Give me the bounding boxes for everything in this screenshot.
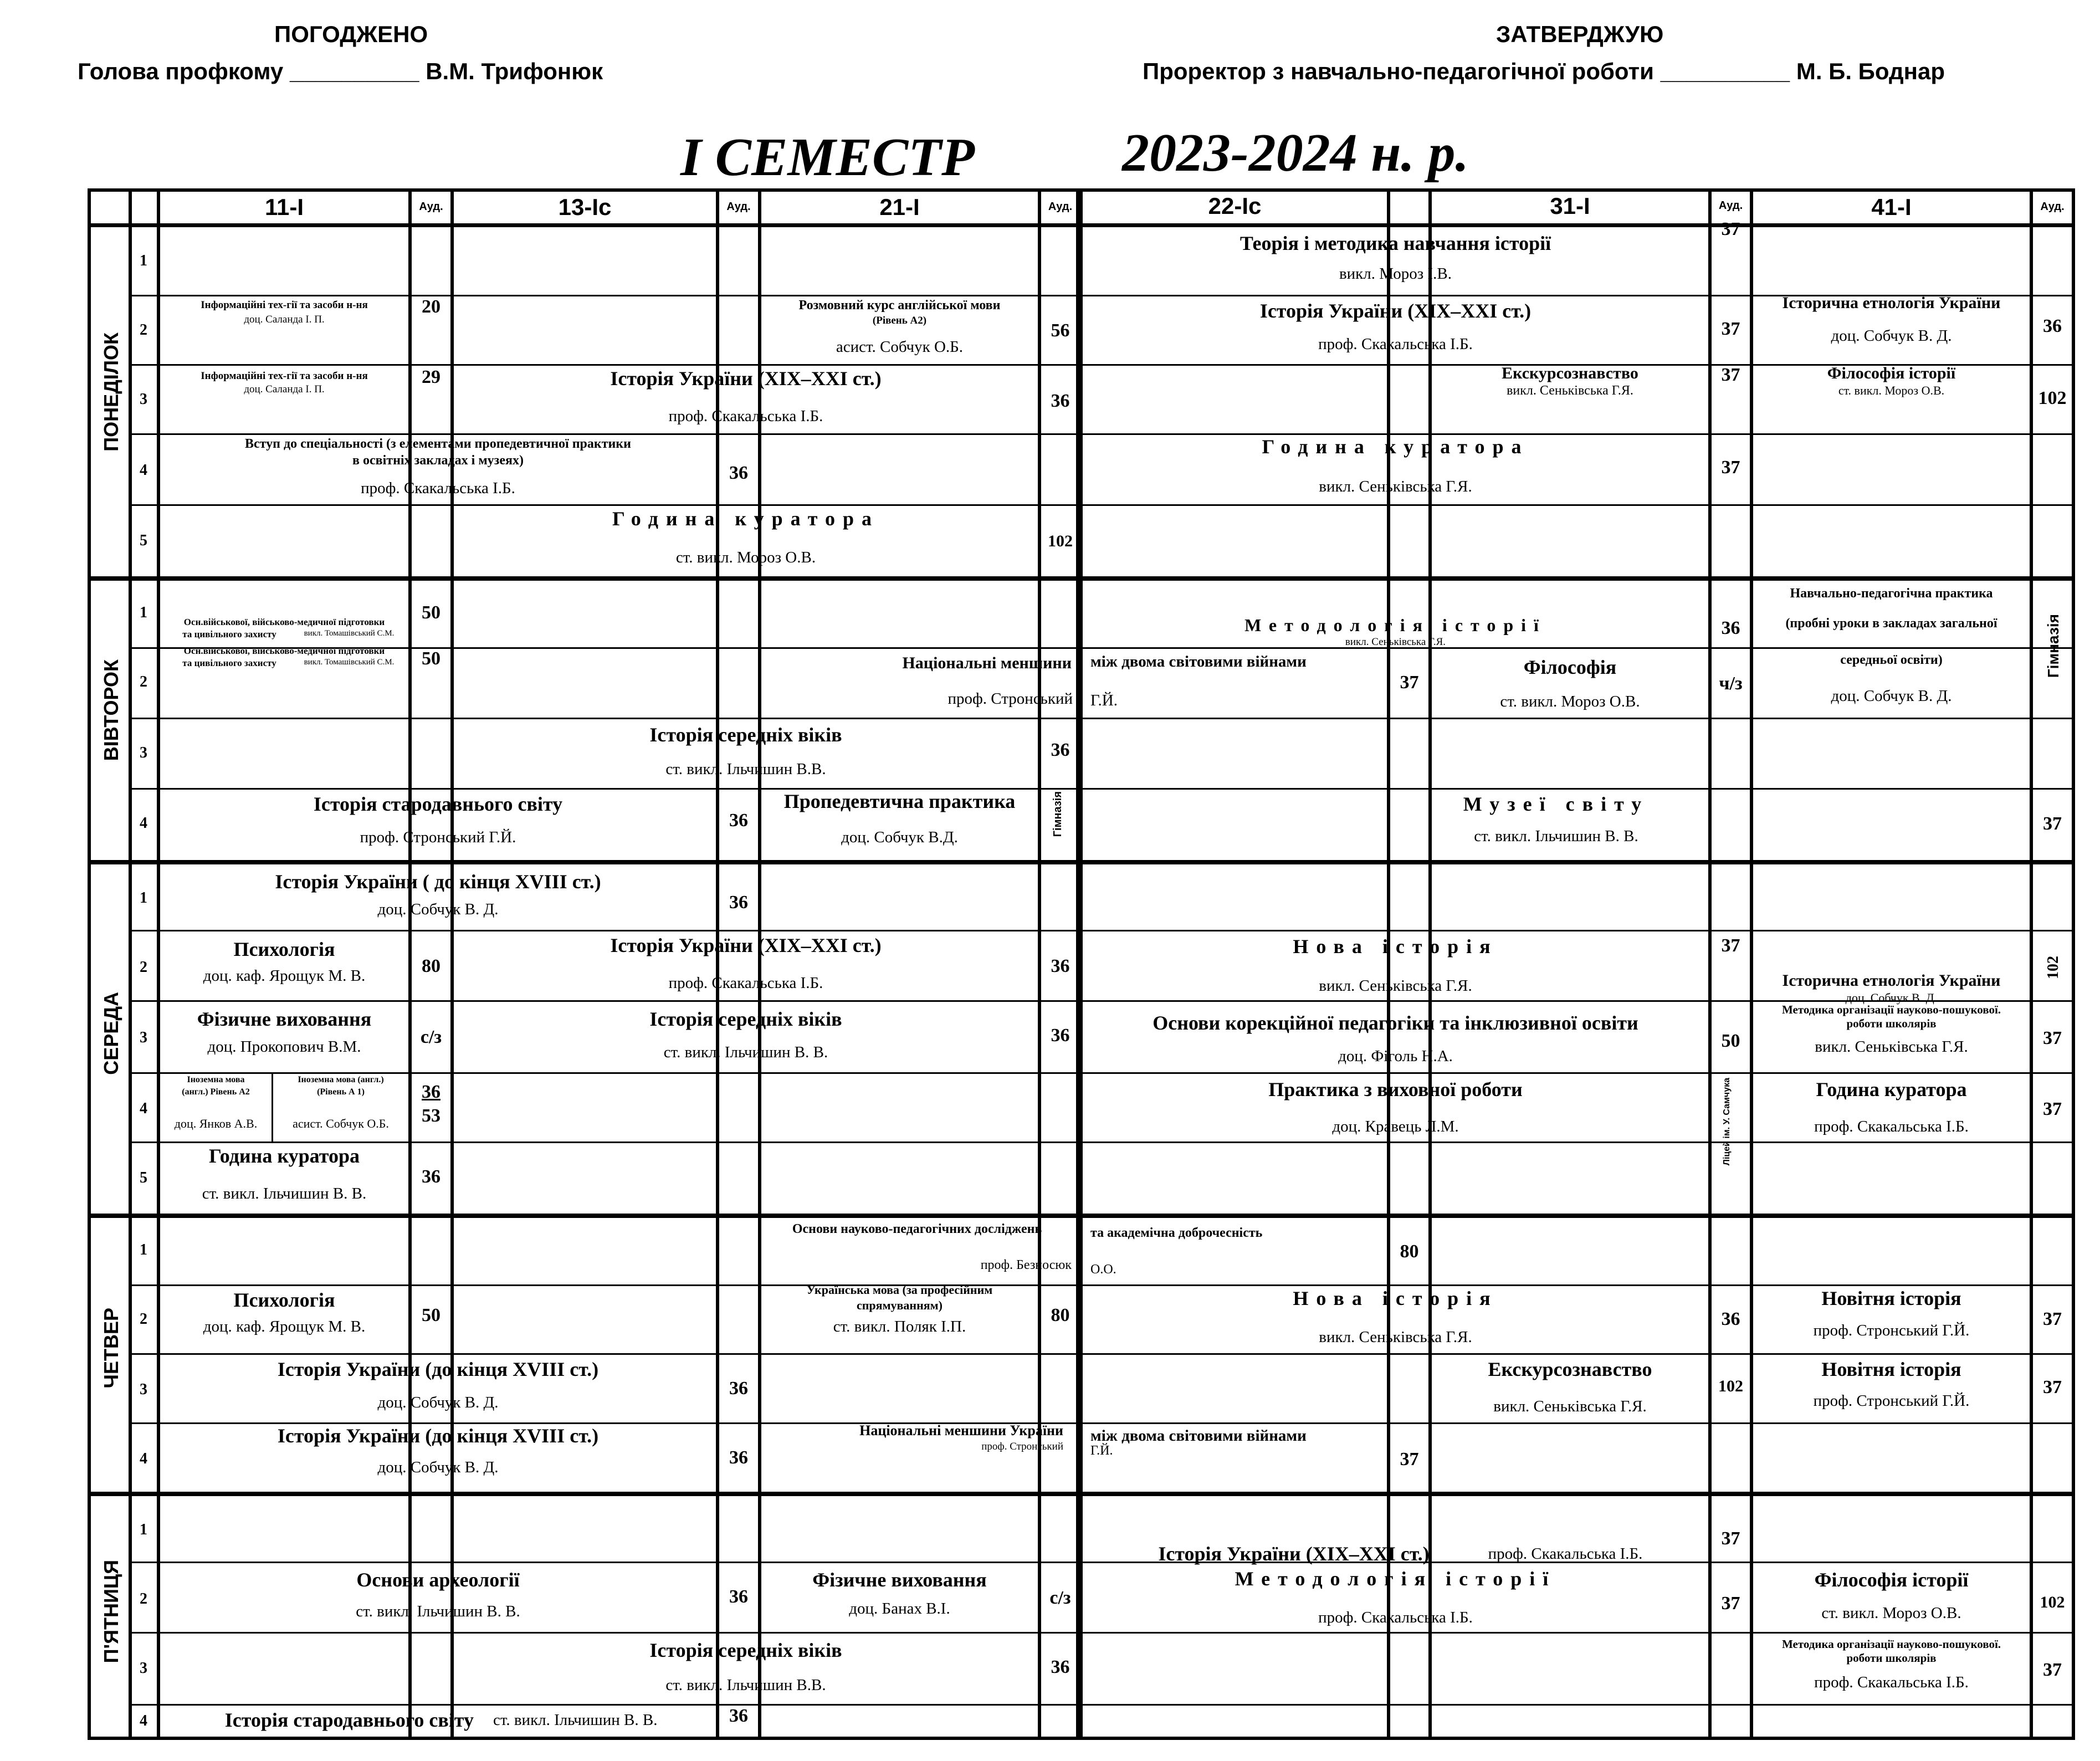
class-teacher: проф. Скакальська І.Б. <box>1318 1609 1473 1626</box>
room-number: 37 <box>1721 1593 1740 1614</box>
schedule-right-frame <box>1079 188 2075 1740</box>
room-number: 36 <box>729 892 748 913</box>
class-subject: Основи науково-педагогічних досліджень <box>792 1222 1042 1236</box>
room-number: 37 <box>1721 935 1740 956</box>
class-subject: Національні меншини України <box>859 1422 1063 1439</box>
class-teacher: Г.Й. <box>1090 692 1118 709</box>
room-gymnasium: Гімназія <box>2045 614 2062 678</box>
room-number: с/з <box>1049 1588 1071 1608</box>
room-number: 36 <box>1051 1657 1070 1677</box>
class-subject: Інформаційні тех-гії та засоби н-ня <box>201 370 368 382</box>
room-number: 50 <box>422 648 441 669</box>
class-teacher: доц. Собчук В. Д. <box>377 900 499 918</box>
class-teacher: доц. каф. Ярощук М. В. <box>203 1318 366 1335</box>
class-subject: Фізичне виховання <box>812 1569 987 1591</box>
room-number: 37 <box>2043 813 2062 834</box>
class-subject: спрямуванням) <box>856 1298 943 1312</box>
room-number: 102 <box>1718 1377 1743 1395</box>
class-teacher: проф. Скакальська І.Б. <box>361 479 515 497</box>
class-subject: роботи школярів <box>1846 1651 1937 1665</box>
class-teacher: доц. Собчук В. Д. <box>1845 991 1938 1005</box>
class-subject: Іноземна мова (англ.) <box>298 1075 384 1084</box>
class-subject: Основи археології <box>356 1569 520 1591</box>
class-teacher: доц. Прокопович В.М. <box>207 1038 361 1056</box>
class-teacher: викл. Сеньківська Г.Я. <box>1345 636 1446 648</box>
pair-number: 1 <box>140 252 147 269</box>
class-subject: Вступ до спеціальності (з елементами пропедевтичної практики <box>245 437 631 451</box>
room-number: 36 <box>422 1166 441 1187</box>
pair-number: 1 <box>140 1241 147 1258</box>
room-number: 36 <box>1721 1309 1740 1329</box>
confirm-title: ЗАТВЕРДЖУЮ <box>1496 21 1664 47</box>
class-teacher: викл. Сеньківська Г.Я. <box>1507 383 1633 398</box>
group-13-header: 13-Іс <box>558 194 612 220</box>
class-teacher: ст. викл. Ільчишин В.В. <box>665 1676 826 1694</box>
pair-number: 2 <box>140 959 147 976</box>
room-number: 36 <box>1721 618 1740 638</box>
class-subject: та академічна доброчесність <box>1090 1226 1263 1240</box>
class-teacher: проф. Стронський <box>947 690 1073 708</box>
room-number: 20 <box>422 296 441 317</box>
room-number: 80 <box>422 956 441 976</box>
room-number: 36 <box>729 463 748 483</box>
class-subject: Історія середніх віків <box>649 1008 842 1030</box>
class-subject: між двома світовими війнами <box>1090 653 1307 670</box>
class-subject: Психологія <box>233 1289 335 1311</box>
class-teacher: Г.Й. <box>1090 1443 1113 1458</box>
day-wednesday: СЕРЕДА <box>100 992 122 1075</box>
class-subject: Методологія історії <box>1244 615 1546 635</box>
class-subject: Основи корекційної педагогіки та інклюзивної освіти <box>1153 1012 1638 1034</box>
room-number: 29 <box>422 367 441 387</box>
class-teacher: доц. Кравець Л.М. <box>1332 1118 1459 1135</box>
room-lyceum: Ліцей ім. У. Самчука <box>1722 1078 1732 1166</box>
pair-number: 3 <box>140 1381 147 1398</box>
class-subject: Теорія і методика навчання історії <box>1239 232 1551 254</box>
class-teacher: ст. викл. Мороз О.В. <box>1500 693 1640 710</box>
room-number: 36 <box>422 1082 441 1102</box>
class-teacher: О.О. <box>1090 1262 1116 1277</box>
class-subject: Методика організації науково-пошукової. <box>1781 1637 2001 1651</box>
class-subject: між двома світовими війнами <box>1090 1427 1307 1445</box>
class-subject: Методика організації науково-пошукової. <box>1781 1003 2001 1016</box>
room-number: 36 <box>729 1706 748 1726</box>
room-number: 50 <box>422 602 441 623</box>
class-subject: (англ.) Рівень А2 <box>182 1087 250 1097</box>
room-number: 36 <box>729 1586 748 1607</box>
class-teacher: доц. Собчук В. Д. <box>377 1394 499 1411</box>
room-number: 37 <box>2043 1309 2062 1329</box>
pair-number: 3 <box>140 744 147 761</box>
room-number: 37 <box>1721 365 1740 385</box>
room-number: 102 <box>2038 388 2067 408</box>
class-teacher: проф. Скакальська І.Б. <box>1814 1673 1969 1691</box>
class-teacher: викл. Сеньківська Г.Я. <box>1493 1397 1647 1415</box>
room-number: 37 <box>1721 219 1740 239</box>
pair-number: 4 <box>140 815 147 832</box>
room-number: 37 <box>1721 457 1740 478</box>
room-number: 37 <box>2043 1660 2062 1680</box>
class-subject: Історична етнологія України <box>1782 971 2001 990</box>
confirm-line: Проректор з навчально-педагогічної роботи __________ М. Б. Боднар <box>1143 58 1945 84</box>
class-subject: Музеї світу <box>1463 793 1650 815</box>
class-teacher: ст. викл. Ільчишин В.В. <box>665 760 826 778</box>
class-subject: Історична етнологія України <box>1782 294 2001 312</box>
room-number: 50 <box>1721 1031 1740 1051</box>
pair-number: 1 <box>140 889 147 907</box>
group-21-header: 21-І <box>879 194 920 220</box>
day-friday: П'ЯТНИЦЯ <box>100 1560 122 1663</box>
class-teacher: проф. Стронський Г.Й. <box>1813 1322 1970 1339</box>
room-number: 37 <box>1400 672 1419 693</box>
class-subject: (Рівень А 1) <box>317 1087 365 1097</box>
class-teacher: доц. Саланда І. П. <box>244 383 325 395</box>
room-number: 102 <box>1048 532 1073 550</box>
room-number: 36 <box>1051 1025 1070 1046</box>
room-header: Ауд. <box>1718 199 1743 212</box>
class-subject: Історія України (до кінця XVIII ст.) <box>277 1425 599 1447</box>
class-subject: роботи школярів <box>1846 1017 1937 1030</box>
pair-number: 3 <box>140 1029 147 1046</box>
class-subject: Історія середніх віків <box>649 724 842 746</box>
class-teacher: асист. Собчук О.Б. <box>293 1117 389 1130</box>
class-subject: та цивільного захисту <box>182 658 276 668</box>
room-number: 102 <box>2040 1593 2065 1611</box>
semester-title: І СЕМЕСТР <box>680 127 975 187</box>
class-teacher: проф. Стронський Г.Й. <box>1813 1392 1970 1410</box>
day-monday: ПОНЕДІЛОК <box>100 332 122 452</box>
class-subject: Історія України (до кінця XVIII ст.) <box>277 1358 599 1380</box>
pair-number: 4 <box>140 1712 147 1729</box>
pair-number: 1 <box>140 604 147 621</box>
class-subject: Українська мова (за професійним <box>806 1283 993 1297</box>
class-subject: Історія стародавнього світу <box>224 1709 474 1731</box>
room-number: 36 <box>1051 740 1070 760</box>
class-subject: Історія України (ХІХ–ХХІ ст.) <box>610 934 882 956</box>
class-teacher: проф. Стронський Г.Й. <box>360 828 516 846</box>
room-number: 80 <box>1051 1305 1070 1325</box>
class-subject: Історія України ( до кінця XVIII ст.) <box>275 871 601 893</box>
class-subject: Нова історія <box>1293 935 1498 958</box>
class-teacher: доц. Собчук В.Д. <box>841 828 958 846</box>
class-teacher: доц. Саланда І. П. <box>244 314 325 325</box>
class-teacher: ст. викл. Мороз О.В. <box>1821 1604 1961 1622</box>
class-teacher: доц. Янков А.В. <box>174 1117 258 1130</box>
class-teacher: проф. Скакальська І.Б. <box>668 407 823 425</box>
room-header: Ауд. <box>726 201 751 213</box>
room-gymnasium: Гімназія <box>1052 791 1064 837</box>
class-subject: Інформаційні тех-гії та засоби н-ня <box>201 299 368 311</box>
approved-line: Голова профкому __________ В.М. Трифонюк <box>78 58 603 84</box>
room-number: 36 <box>729 810 748 831</box>
class-subject: Фізичне виховання <box>197 1008 372 1030</box>
class-subject: Філософія історії <box>1814 1569 1969 1591</box>
class-teacher: викл. Сеньківська Г.Я. <box>1319 977 1472 995</box>
class-teacher: доц. Банах В.І. <box>849 1600 950 1617</box>
class-teacher: доц. Собчук В. Д. <box>1831 687 1952 705</box>
room-number: 36 <box>1051 391 1070 411</box>
class-teacher: викл. Мороз І.В. <box>1339 265 1452 283</box>
room-number: 56 <box>1051 320 1070 341</box>
class-subject: Година куратора <box>1262 436 1529 458</box>
class-teacher: проф. Скакальська І.Б. <box>1814 1118 1969 1135</box>
room-header: Ауд. <box>419 201 443 213</box>
class-teacher: викл. Сеньківська Г.Я. <box>1815 1038 1968 1056</box>
class-subject: Іноземна мова <box>187 1075 245 1084</box>
room-number: 53 <box>422 1105 441 1126</box>
class-subject: Історія України (ХІХ–ХХІ ст.) <box>610 367 882 390</box>
room-number: 36 <box>729 1447 748 1468</box>
room-number: 37 <box>2043 1377 2062 1397</box>
class-teacher: доц. Собчук В. Д. <box>1831 327 1952 345</box>
pair-number: 4 <box>140 1100 147 1117</box>
group-41-header: 41-І <box>1871 194 1912 220</box>
room-number: 36 <box>2043 316 2062 336</box>
pair-number: 1 <box>140 1521 147 1538</box>
class-subject: Розмовний курс англійської мови <box>798 298 1001 313</box>
year-title: 2023-2024 н. р. <box>1122 123 1469 183</box>
room-header: Ауд. <box>1048 201 1073 213</box>
class-teacher: проф. Безносюк <box>980 1258 1072 1272</box>
class-teacher: доц. каф. Ярощук М. В. <box>203 967 366 985</box>
room-header: Ауд. <box>2040 201 2065 213</box>
room-number: 80 <box>1400 1241 1419 1262</box>
class-subject: Навчально-педагогічна практика <box>1790 586 1993 601</box>
class-teacher: ст. викл. Ільчишин В. В. <box>663 1043 828 1061</box>
pair-number: 3 <box>140 1660 147 1677</box>
class-teacher: доц. Собчук В. Д. <box>377 1458 499 1476</box>
class-teacher: ст. викл. Ільчишин В. В. <box>1474 827 1638 845</box>
class-teacher: викл. Сеньківська Г.Я. <box>1319 478 1472 495</box>
room-number: 37 <box>1721 319 1740 339</box>
pair-number: 5 <box>140 1169 147 1186</box>
class-subject: Година куратора <box>1816 1078 1967 1100</box>
class-teacher: проф. Стронський <box>981 1441 1063 1452</box>
pair-number: 2 <box>140 673 147 690</box>
class-teacher: викл. Сеньківська Г.Я. <box>1319 1328 1472 1346</box>
pair-number: 2 <box>140 1310 147 1328</box>
pair-number: 5 <box>140 532 147 549</box>
pair-number: 4 <box>140 1450 147 1467</box>
class-teacher: викл. Томашівський С.М. <box>304 658 395 667</box>
class-subject: Екскурсознавство <box>1502 364 1638 382</box>
class-subject: Година куратора <box>612 508 879 530</box>
class-subject: Новітня історія <box>1821 1358 1961 1380</box>
class-subject: Година куратора <box>209 1145 360 1167</box>
class-subject: Нова історія <box>1293 1287 1498 1309</box>
class-subject: Осн.військової, військово-медичної підготовки <box>183 646 385 656</box>
room-number: с/з <box>420 1027 442 1047</box>
class-teacher: проф. Скакальська І.Б. <box>668 974 823 992</box>
class-subject: (пробні уроки в закладах загальної <box>1785 616 1997 631</box>
group-31-header: 31-І <box>1550 193 1590 219</box>
class-teacher: ст. викл. Поляк І.П. <box>833 1318 966 1335</box>
class-subject: Практика з виховної роботи <box>1268 1078 1523 1100</box>
room-number: 50 <box>422 1305 441 1325</box>
class-subject: Методологія історії <box>1235 1568 1556 1590</box>
class-subject: Екскурсознавство <box>1488 1358 1652 1380</box>
class-teacher: ст. викл. Ільчишин В. В. <box>356 1603 520 1620</box>
class-teacher: викл. Томашівський С.М. <box>304 629 395 638</box>
class-subject: Національні меншини <box>902 654 1072 672</box>
class-subject: середньої освіти) <box>1840 653 1943 667</box>
room-number: 36 <box>729 1378 748 1399</box>
class-teacher: ст. викл. Ільчишин В. В. <box>202 1185 367 1202</box>
approved-title: ПОГОДЖЕНО <box>274 21 428 47</box>
class-subject: Психологія <box>233 938 335 960</box>
class-subject: Філософія <box>1523 656 1617 678</box>
class-teacher: проф. Скакальська І.Б. <box>1488 1545 1643 1563</box>
room-number: ч/з <box>1719 673 1743 694</box>
class-teacher: ст. викл. Ільчишин В. В. <box>493 1711 658 1729</box>
class-subject: Історія стародавнього світу <box>313 793 563 815</box>
class-subject: Новітня історія <box>1821 1287 1961 1309</box>
class-subject: Пропедевтична практика <box>783 790 1016 812</box>
class-teacher: доц. Фіголь Н.А. <box>1338 1047 1453 1065</box>
pair-number: 2 <box>140 1590 147 1608</box>
class-subject: Філософія історії <box>1827 364 1956 382</box>
class-subject: Історія України (ХІХ–ХХІ ст.) <box>1259 300 1532 322</box>
class-teacher: ст. викл. Мороз О.В. <box>1838 383 1945 397</box>
pair-number: 3 <box>140 391 147 408</box>
group-22-header: 22-Іс <box>1208 193 1262 219</box>
day-tuesday: ВІВТОРОК <box>100 659 122 761</box>
class-teacher: ст. викл. Мороз О.В. <box>675 549 816 566</box>
class-subject: (Рівень А2) <box>872 315 927 326</box>
class-subject: в освітніх закладах і музеях) <box>352 453 524 468</box>
room-number: 37 <box>2043 1099 2062 1119</box>
class-teacher: проф. Скакальська І.Б. <box>1318 335 1473 353</box>
class-subject: Історія середніх віків <box>649 1639 842 1661</box>
pair-number: 4 <box>140 462 147 479</box>
class-subject: та цивільного захисту <box>182 629 276 639</box>
pair-number: 2 <box>140 321 147 339</box>
class-subject: Осн.військової, військово-медичної підготовки <box>183 617 385 627</box>
room-number: 37 <box>1400 1449 1419 1470</box>
room-number: 102 <box>2045 956 2062 979</box>
room-number: 37 <box>2043 1028 2062 1048</box>
class-subject: Історія України (ХІХ–ХХІ ст.) <box>1158 1543 1430 1565</box>
group-11-header: 11-І <box>264 194 304 220</box>
day-thursday: ЧЕТВЕР <box>100 1308 122 1389</box>
room-number: 37 <box>1721 1528 1740 1549</box>
room-number: 36 <box>1051 956 1070 976</box>
class-teacher: асист. Собчук О.Б. <box>836 338 964 356</box>
